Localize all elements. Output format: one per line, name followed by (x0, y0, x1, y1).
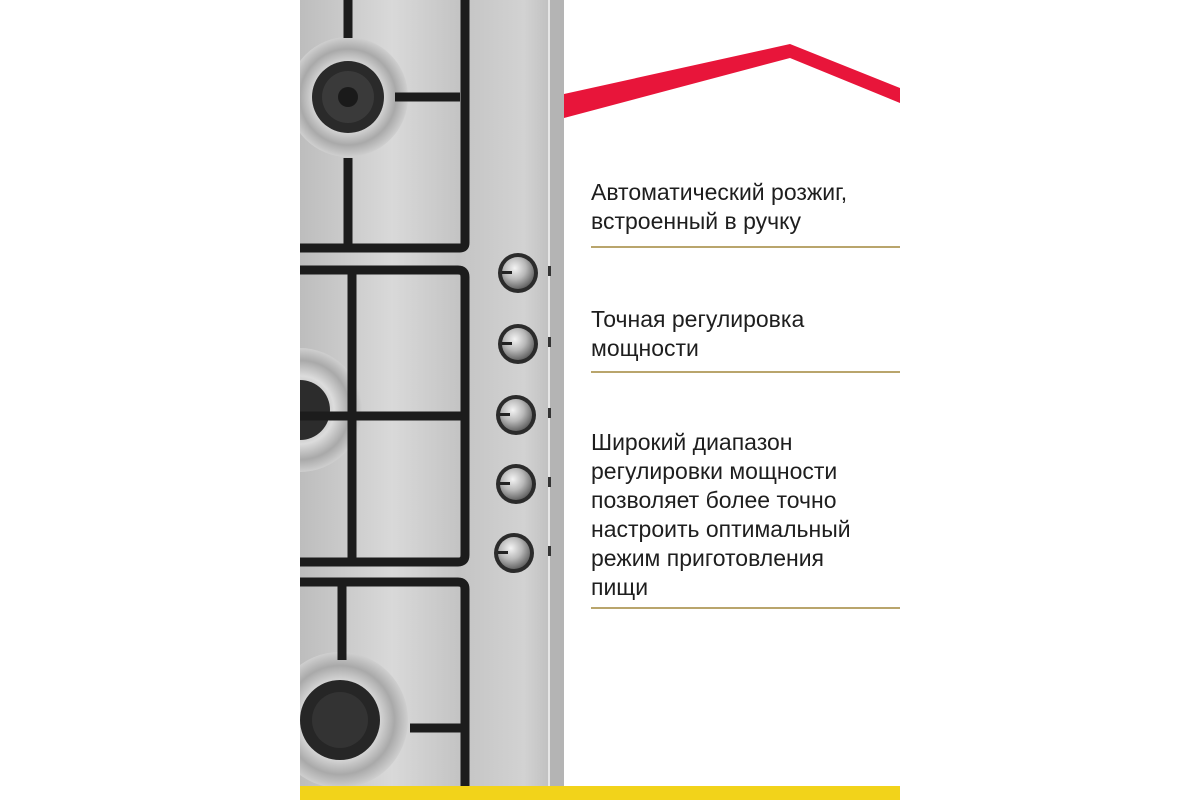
feature-block-1 (591, 178, 900, 236)
yellow-bottom-bar (300, 786, 900, 800)
feature-text-1: Автоматический розжиг, встроенный в ручку (591, 179, 848, 234)
red-accent-stripe (564, 0, 900, 130)
feature-block-3 (591, 428, 900, 602)
feature-text-2: Точная регулировка мощности (591, 306, 805, 361)
feature-divider-1 (591, 246, 900, 248)
feature-divider-3 (591, 607, 900, 609)
feature-text-3: Широкий диапазон регулировки мощности позволяет более точно настроить оптимальный режим приготовления пищи (591, 429, 851, 600)
hob-photo (300, 0, 564, 800)
feature-divider-2 (591, 371, 900, 373)
feature-block-2 (591, 305, 900, 363)
